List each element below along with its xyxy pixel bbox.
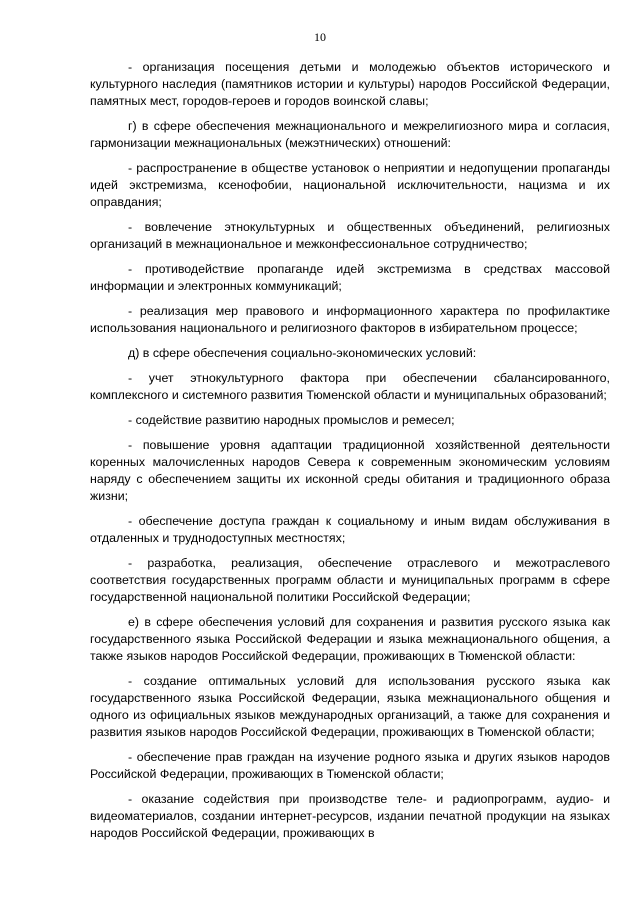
document-body xyxy=(90,59,610,850)
paragraph: - вовлечение этнокультурных и общественных объединений, религиозных организаций в межнациональное и межконфессиональное сотрудничество; xyxy=(90,220,610,251)
page-number: 10 xyxy=(314,30,326,44)
paragraph: - содействие развитию народных промыслов и ремесел; xyxy=(128,413,455,427)
paragraph: - разработка, реализация, обеспечение отраслевого и межотраслевого соответствия государственных программ области и муниципальных программ в сфере государственной национальной политики Российской Федерации; xyxy=(90,556,610,604)
paragraph: г) в сфере обеспечения межнационального и межрелигиозного мира и согласия, гармонизации межнациональных (межэтнических) отношений: xyxy=(90,119,610,150)
paragraph: е) в сфере обеспечения условий для сохранения и развития русского языка как государственного языка Российской Федерации и языка межнационального общения, а также языков народов Российской Федерации, проживающих в Тюменской области: xyxy=(90,615,610,663)
paragraph: - реализация мер правового и информационного характера по профилактике использования национального и религиозного факторов в избирательном процессе; xyxy=(90,304,610,335)
paragraph: - обеспечение доступа граждан к социальному и иным видам обслуживания в отдаленных и труднодоступных местностях; xyxy=(90,514,610,545)
paragraph: - повышение уровня адаптации традиционной хозяйственной деятельности коренных малочисленных народов Севера к современным экономическим условиям наряду с обеспечением защиты их исконной среды обитания и традиционного образа жизни; xyxy=(90,438,610,503)
paragraph: - оказание содействия при производстве теле- и радиопрограмм, аудио- и видеоматериалов, создании интернет-ресурсов, издании печатной продукции на языках народов Российской Федерации, проживающих в xyxy=(90,792,610,840)
paragraph: - распространение в обществе установок о неприятии и недопущении пропаганды идей экстремизма, ксенофобии, национальной исключительности, нацизма и их оправдания; xyxy=(90,161,610,209)
paragraph: - противодействие пропаганде идей экстремизма в средствах массовой информации и электронных коммуникаций; xyxy=(90,262,610,293)
paragraph: - организация посещения детьми и молодежью объектов исторического и культурного наследия (памятников истории и культуры) народов Российской Федерации, памятных мест, городов-героев и городов воинской славы; xyxy=(90,60,610,108)
paragraph: - учет этнокультурного фактора при обеспечении сбалансированного, комплексного и системного развития Тюменской области и муниципальных образований; xyxy=(90,371,610,402)
paragraph: д) в сфере обеспечения социально-экономических условий: xyxy=(128,346,477,360)
paragraph: - обеспечение прав граждан на изучение родного языка и других языков народов Российской Федерации, проживающих в Тюменской области; xyxy=(90,750,610,781)
paragraph: - создание оптимальных условий для использования русского языка как государственного языка Российской Федерации, языка межнационального общения и одного из официальных языков международных организаций, а также для сохранения и развития языков народов Российской Федерации, проживающих в Тюменской области; xyxy=(90,674,610,739)
